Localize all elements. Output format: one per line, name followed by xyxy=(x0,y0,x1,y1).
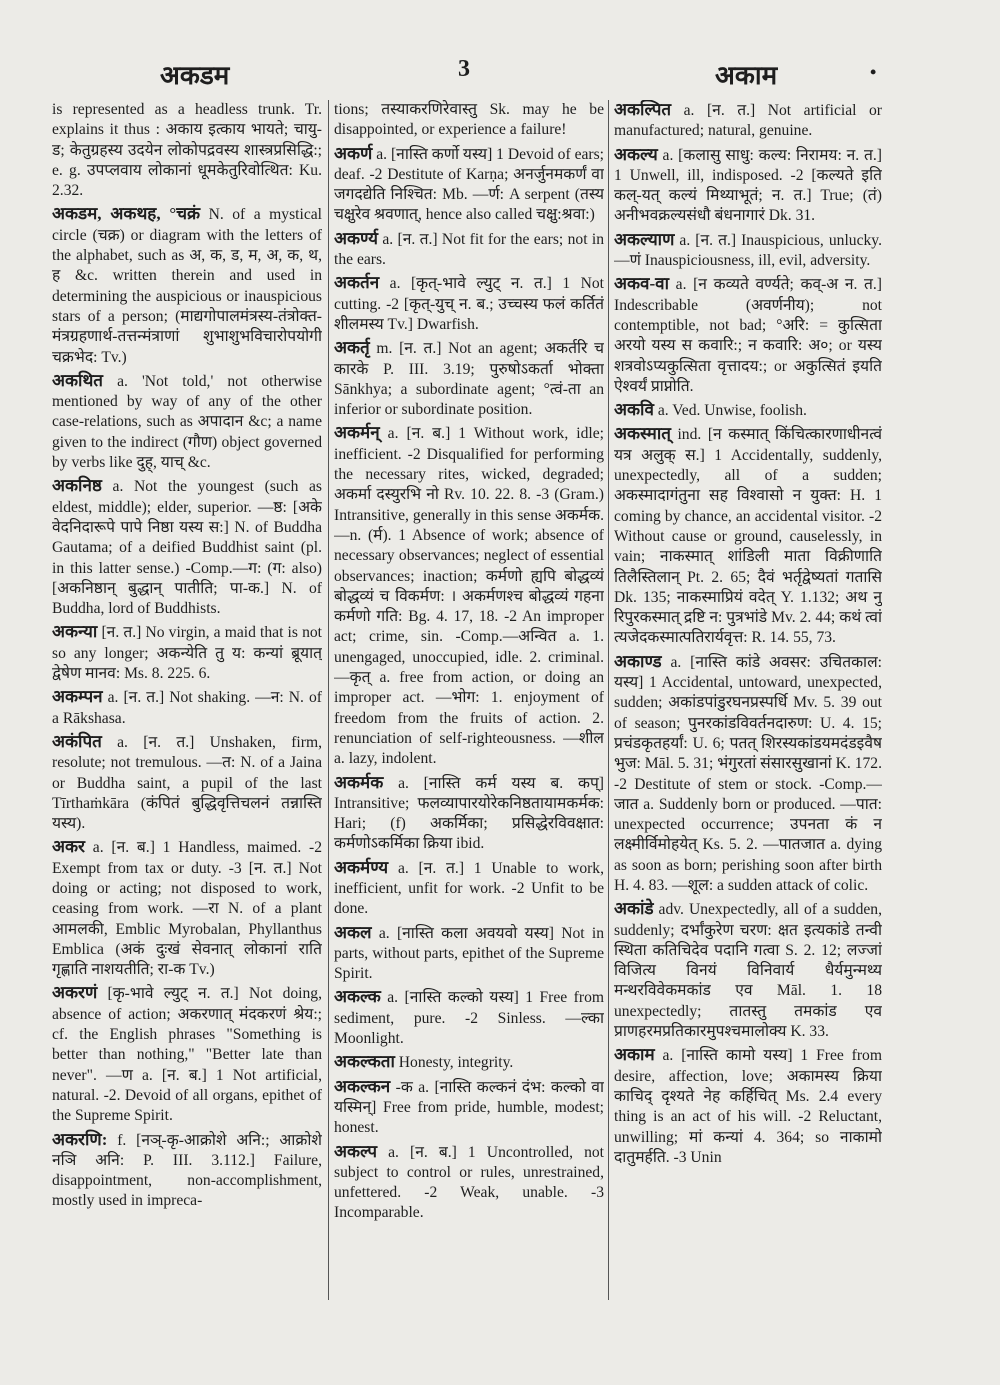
entry-body xyxy=(614,230,882,272)
entry-text: Honesty, integrity. xyxy=(398,1054,514,1072)
entry-headword: अकल्प xyxy=(334,1141,377,1161)
entry-text: a. [कृत्-भावे ल्युट् न. त.] 1 Not cutting. -2 [कृत्-युच् न. ब.; उच्चस्य फलं कर्तितं शीलमस्य Tv.] Dwarfish. xyxy=(334,275,604,333)
entry-headword: अकाण्ड xyxy=(614,651,662,671)
entry-body xyxy=(334,773,604,855)
entry-headword: अकर्मण्य xyxy=(334,857,389,877)
entry-text: a. [न. त.] Inauspicious, unlucky. —णं Inauspiciousness, ill, evil, adversity. xyxy=(614,231,882,270)
dictionary-entry xyxy=(614,652,882,897)
dictionary-entry xyxy=(52,622,322,684)
entry-headword: अकरणि: xyxy=(52,1129,108,1149)
column-2 xyxy=(334,100,604,1300)
entry-text: [कृ-भावे ल्युट् न. त.] Not doing, absence of action; अकरणात् मंदकरणं श्रेय:; cf. the English phrases "Something is better than nothing," "Better late than never". —ण a. [न. ब.] 1 Not artificial, natural. -2. Devoid of all organs, epithet of the Supreme Spirit. xyxy=(52,985,322,1125)
dictionary-entry xyxy=(614,899,882,1042)
entry-headword: अकर्तन xyxy=(334,273,380,293)
entry-body xyxy=(52,1130,322,1212)
entry-headword: अकल्कन xyxy=(334,1076,391,1096)
entry-body xyxy=(334,1052,604,1073)
dictionary-entry xyxy=(334,338,604,420)
entry-text: a. [न. ब.] 1 Handless, maimed. -2 Exempt from tax or duty. -3 [न. त.] Not doing or acting; not disposed to work, ceasing from work. —रा N. of a plant आमलकी, Emblic Myrobalan, Phyllanthus Emblica (अकं दुःखं सेवनात् लोकानां राति गृह्णाति नाशयतीति; रा-क Tv.) xyxy=(52,839,322,979)
entry-text: a. [न. त.] Unshaken, firm, resolute; not tremulous. —त: N. of a Jaina or Buddha saint, a pupil of the last Tīrthaṁkāra (कंपितं बुद्धिवृत्तिचलनं तन्नास्ति यस्य). xyxy=(52,733,322,833)
dictionary-entry xyxy=(614,145,882,227)
entry-headword: अकम्पन xyxy=(52,687,103,707)
entry-text: a. [नास्ति कला अवयवो यस्य] Not in parts, without parts, epithet of the Supreme Spirit. xyxy=(334,924,604,983)
entry-body xyxy=(614,400,882,421)
entry-body xyxy=(334,100,604,141)
entry-body xyxy=(614,899,882,1042)
entry-text: adv. Unexpectedly, all of a sudden, suddenly; दर्भांकुरेण चरण: क्षत इत्यकांडे तन्वी स्थिता कतिचिदेव पदानि गत्वा S. 2. 12; लज्जां विजित्य विनयं विनिवार्य धैर्यमुन्मथ्य मन्थरविवेकमकांड एव Māl. 1. 18 unexpectedly; तातस्तु तमकांड एव प्राणहरमप्रतिकारमुपश्चमालोक्य K. 33. xyxy=(614,901,882,1041)
dictionary-entry xyxy=(614,100,882,142)
entry-headword: अकनिष्ठ xyxy=(52,476,102,496)
entry-body xyxy=(52,371,322,473)
entry-headword: अकरणं xyxy=(52,983,98,1003)
entry-text: a. [नास्ति कांडे अवसर: उचितकाल: यस्य] 1 Accidental, untoward, unexpected, sudden; अकांडपांडुरघनप्रस्पर्धि Mv. 5. 39 out of season; पुनरकांडविवर्तनदारुण: U. 4. 15; प्रचंडकृतहर्यां: U. 6; पतत् शिरस्यकांडयमदंडइवैष भुज: Māl. 5. 31; भंगुरतां संसारसुखानां K. 172. -2 Destitute of stem or stock. -Comp.—जात a. Suddenly born or produced. —पात: unexpected occurrence; उपनता कं न लक्ष्मीर्विमोहयेत् Ks. 5. 2. —पातजात a. dying as soon as born; perishing soon after birth H. 4. 83. —शूल: a sudden attack of colic. xyxy=(614,653,882,894)
entry-headword: अकन्या xyxy=(52,622,98,642)
dictionary-entry xyxy=(614,400,882,421)
entry-body xyxy=(52,100,322,201)
entry-body xyxy=(614,100,882,142)
entry-body xyxy=(334,338,604,420)
entry-headword: अकल्याण xyxy=(614,229,675,249)
entry-headword: अकव-वा xyxy=(614,274,670,294)
entry-text: a. [कलासु साधु: कल्य: निरामय: न. त.] 1 Unwell, ill, indisposed. -2 [कल्यते इति कल्-यत् कल्यं मिथ्याभूतं; न. त.] True; (तं) अनीभवक्रल्यसंधौ बंधनागारं Dk. 31. xyxy=(614,146,882,225)
dictionary-entry xyxy=(614,424,882,648)
entry-text: a. [नास्ति कर्णो यस्य] 1 Devoid of ears; deaf. -2 Destitute of Karṇa; अनर्जुनमकर्णं वा जगदद्येति निश्चित: Mb. —र्ण: A serpent (तस्य चक्षुरेव श्रवणात्, hence also called चक्षु:श्रवा:) xyxy=(334,145,604,224)
entry-body xyxy=(334,1142,604,1224)
entry-body xyxy=(334,273,604,335)
dictionary-entry xyxy=(52,837,322,980)
entry-text: -क a. [नास्ति कल्कनं दंभ: कल्को वा यस्मिन्] Free from pride, humble, modest; honest. xyxy=(334,1078,604,1137)
dictionary-entry xyxy=(334,987,604,1049)
entry-body xyxy=(52,983,322,1126)
entry-headword: अकर्मन् xyxy=(334,423,380,443)
entry-body xyxy=(334,858,604,920)
entry-text: N. of a mystical circle (चक्र) or diagram with the letters of the alphabet, such as अ, क, ड, म, अ, क, थ, ह &c. written therein and used in determining the auspicious or inauspicious stars of a person; (माद्यगोपालमंत्रस्य-तंत्रोक्त-मंत्रग्रहणार्थ-तत्तन्मंत्राणां शुभाशुभविचारोपयोगी चक्रभेद: Tv.) xyxy=(52,206,322,366)
dictionary-entry xyxy=(334,773,604,855)
entry-body xyxy=(334,229,604,271)
entry-headword: अकंपित xyxy=(52,731,102,751)
entry-body xyxy=(614,274,882,397)
dictionary-entry xyxy=(52,204,322,367)
entry-text: is represented as a headless trunk. Tr. explains it thus : अकाय इत्काय भायते; चायु-ड; केतुग्रहस्य उदयेन लोकोपद्रवस्य शास्त्रप्रसिद्धि:; e. g. उपप्लवाय लोकानां धूमकेतुरिवोत्थित: Ku. 2.32. xyxy=(52,101,322,200)
entry-text: a. [नास्ति कर्म यस्य ब. कप्] Intransitive; फलव्यापारयोरेकनिष्ठतायामकर्मक: Hari; (f) अकर्मिका; प्रसिद्धेरविवक्षात: कर्मणोऽकर्मिका क्रिया ibid. xyxy=(334,774,604,853)
entry-headword: अकल्पित xyxy=(614,100,672,119)
dictionary-entry xyxy=(52,100,322,201)
entry-text: a. [न. त.] Not fit for the ears; not in the ears. xyxy=(334,230,604,269)
dictionary-entry xyxy=(52,371,322,473)
entry-body xyxy=(52,837,322,980)
dictionary-entry xyxy=(614,1045,882,1168)
dictionary-entry xyxy=(334,100,604,141)
dictionary-entry xyxy=(614,274,882,397)
entry-headword: अकल्क xyxy=(334,987,381,1007)
dictionary-entry xyxy=(334,1142,604,1224)
entry-body xyxy=(614,1045,882,1168)
entry-headword: अकल्य xyxy=(614,144,658,164)
dictionary-entry xyxy=(52,476,322,619)
column-rule xyxy=(328,100,329,1300)
entry-text: f. [नञ्-कृ-आक्रोशे अनि:; आक्रोशे नञि अनि: P. III. 3.112.] Failure, disappointment, non-accomplishment, mostly used in impreca- xyxy=(52,1131,322,1210)
entry-body xyxy=(614,652,882,897)
entry-text: a. [नास्ति कामो यस्य] 1 Free from desire, affection, love; अकामस्य क्रिया काचिद् दृश्यते नेह कर्हिचित् Ms. 2.4 every thing is an act of his will. -2 Reluctant, unwilling; मां कन्यां 4. 364; so नाकामो दातुमर्हति. -3 Unin xyxy=(614,1047,882,1166)
entry-text: [न. त.] No virgin, a maid that is not so any longer; अकन्येति तु य: कन्यां ब्रूयात् द्वेषेण मानव: Ms. 8. 225. 6. xyxy=(52,624,322,683)
column-3 xyxy=(614,100,882,1300)
entry-headword: अकर्मक xyxy=(334,772,384,792)
left-guide-word: अकडम xyxy=(160,61,230,90)
dictionary-entry xyxy=(52,732,322,834)
entry-body xyxy=(334,987,604,1049)
entry-headword: अकर्तृ xyxy=(334,338,370,358)
dictionary-entry xyxy=(334,229,604,271)
entry-body xyxy=(614,145,882,227)
entry-body xyxy=(614,424,882,648)
dictionary-entry xyxy=(334,923,604,985)
entry-text: tions; तस्याकरणिरेवास्तु Sk. may he be disappointed, or experience a failure! xyxy=(334,101,604,139)
entry-body xyxy=(334,1077,604,1139)
entry-text: a. [न कव्यते वर्ण्यते; कव्-अ न. त.] Indescribable (अवर्णनीय); not contemptible, not bad; °अरि: = कुत्सिता अरयो यस्य स कवारि:; न कवारि: अ०; or यस्य शत्रवोऽप्यकुत्सिता वृत्तादय:; or अकुत्सितं इयति ऐश्वर्यं प्राप्नोति. xyxy=(614,276,882,395)
text-columns xyxy=(52,100,882,1300)
column-rule xyxy=(608,100,609,1300)
entry-body xyxy=(52,204,322,367)
entry-body xyxy=(52,476,322,619)
dictionary-entry xyxy=(334,273,604,335)
entry-text: a. [न. ब.] 1 Without work, idle; inefficient. -2 Disqualified for performing the necessary rites, wicked, degraded; अकर्मा दस्युरभि नो Rv. 10. 22. 8. -3 (Gram.) Intransitive, generally in this sense अकर्मक. —n. (र्म). 1 Absence of work; absence of necessary observances; neglect of essential observances; inaction; कर्मणो ह्यपि बोद्धव्यं बोद्धव्यं च विकर्मण: । अकर्मणश्च बोद्धव्यं गहना कर्मणो गति: Bg. 4. 17, 18. -2 An improper act; crime, sin. -Comp.—अन्वित a. 1. unengaged, unoccupied, idle. 2. criminal. —कृत् a. free from action, or doing an improper act. —भोग: 1. enjoyment of freedom from the fruits of action. 2. renunciation of self-righteousness. —शील a. lazy, indolent. xyxy=(334,425,604,768)
dictionary-entry xyxy=(52,1130,322,1212)
dictionary-entry xyxy=(334,858,604,920)
entry-headword: अकल्कता xyxy=(334,1052,395,1072)
entry-body xyxy=(334,423,604,769)
entry-text: a. [न. त.] Not artificial or manufactured; natural, genuine. xyxy=(614,102,882,140)
entry-text: ind. [न कस्मात् किंचित्कारणाधीनत्वं यत्र अलुक् स.] 1 Accidentally, suddenly, unexpectedly, all of a sudden; अकस्मादागंतुना सह विश्वासो न युक्त: H. 1 coming by chance, an accidental visitor. -2 Without cause or ground, causelessly, in vain; नाकस्मात् शांडिली माता विक्रीणाति तिलैस्तिलान् Pt. 2. 65; दैवं भर्तृद्वेष्यतां गतासि Dk. 135; नाकस्माप्रियं वदेत् Y. 1.132; अथ नु रिपुरकस्मात् द्रष्टि न: पुत्रभांडे Mv. 2. 44; कथं त्वां त्यजेदकस्मात्पतिरार्यवृत्त: R. 14. 55, 73. xyxy=(614,426,882,647)
header-mark: • xyxy=(870,62,877,82)
entry-text: m. [न. त.] Not an agent; अकर्तरि च कारके P. III. 3.19; पुरुषोऽकर्ता भोक्ता Sānkhya; a subordinate agent; °त्वं-ता an inferior or subordinate position. xyxy=(334,340,604,419)
entry-body xyxy=(334,144,604,226)
dictionary-entry xyxy=(52,687,322,729)
dictionary-entry xyxy=(614,230,882,272)
dictionary-entry xyxy=(334,423,604,769)
right-guide-word: अकाम xyxy=(715,61,778,90)
column-1 xyxy=(52,100,322,1300)
entry-body xyxy=(334,923,604,985)
entry-body xyxy=(52,732,322,834)
dictionary-entry xyxy=(334,1077,604,1139)
entry-headword: अकांडे xyxy=(614,899,654,919)
dictionary-entry xyxy=(334,1052,604,1073)
entry-headword: अकाम xyxy=(614,1045,655,1065)
entry-body xyxy=(52,622,322,684)
entry-headword: अकर xyxy=(52,837,85,857)
entry-headword: अकर्ण्य xyxy=(334,228,378,248)
entry-headword: अकवि xyxy=(614,400,654,420)
dictionary-entry xyxy=(334,144,604,226)
page-header xyxy=(50,56,950,96)
entry-headword: अकडम, अकथह, °चक्रं xyxy=(52,204,201,224)
entry-body xyxy=(52,687,322,729)
entry-headword: अकथित xyxy=(52,370,103,390)
entry-headword: अकस्मात् xyxy=(614,424,671,444)
entry-text: a. Not the youngest (such as eldest, middle); elder, superior. —ष्ठ: [अके वेदनिदारूपे पापे निष्ठा यस्य स:] N. of Buddha Gautama; of a deified Buddhist saint (pl. in this latter sense.) -Comp.—ग: (ग: also) [अकनिष्ठान् बुद्धान् पातीति; पा-क.] N. of Buddha, lord of Buddhists. xyxy=(52,478,322,618)
entry-text: a. [न. ब.] 1 Uncontrolled, not subject to control or rules, unrestrained, unfettered. -2 Weak, unable. -3 Incomparable. xyxy=(334,1143,604,1222)
entry-headword: अकल xyxy=(334,922,372,942)
entry-text: a. [न. त.] Not shaking. —न: N. of a Rākshasa. xyxy=(52,689,322,727)
entry-text: a. [न. त.] 1 Unable to work, inefficient, unfit for work. -2 Unfit to be done. xyxy=(334,859,604,918)
page-number: 3 xyxy=(458,56,470,82)
entry-text: a. 'Not told,' not otherwise mentioned by way of any of the other case-relations, such as अपादान &c; a name given to the indirect (गौण) object governed by verbs like दुह्, याच् &c. xyxy=(52,372,322,472)
dictionary-entry xyxy=(52,983,322,1126)
entry-text: a. [नास्ति कल्को यस्य] 1 Free from sediment, pure. -2 Sinless. —ल्का Moonlight. xyxy=(334,989,604,1048)
entry-headword: अकर्ण xyxy=(334,143,373,163)
entry-text: a. Ved. Unwise, foolish. xyxy=(657,402,807,420)
